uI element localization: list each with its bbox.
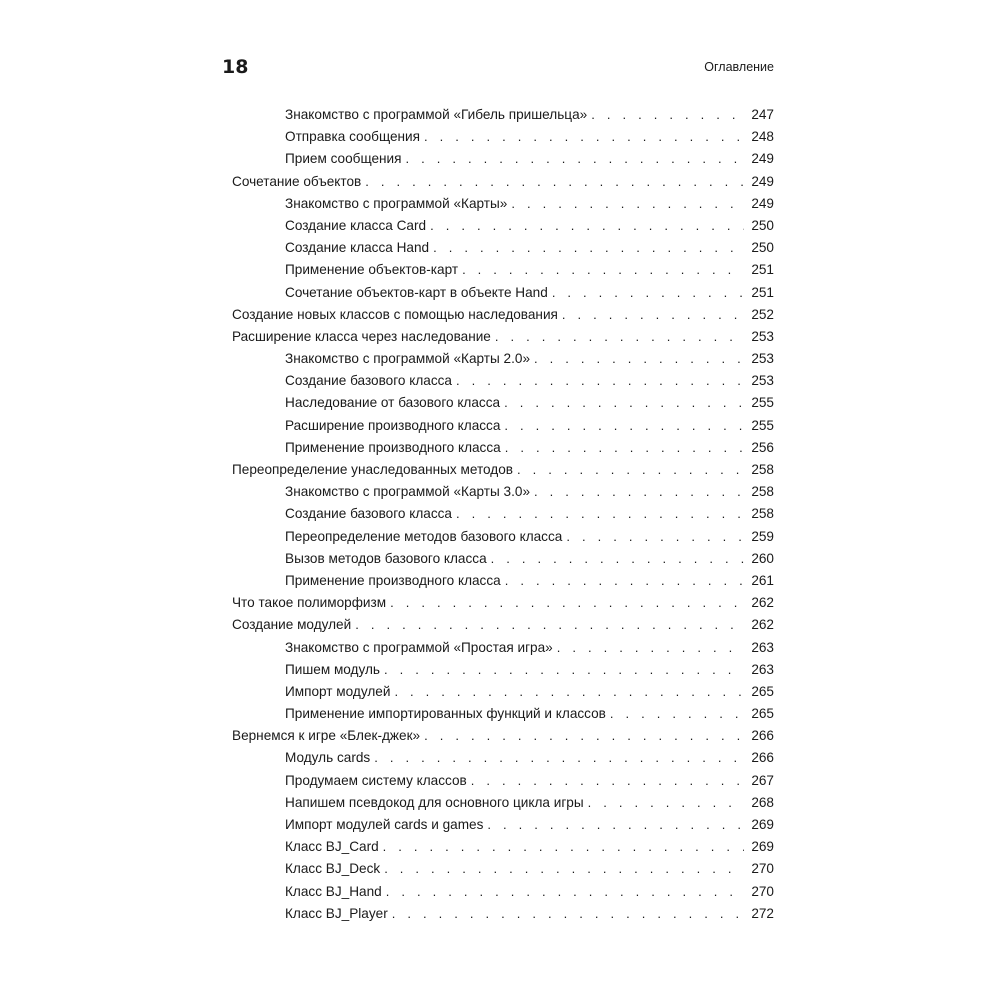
toc-entry-title: Создание базового класса [285,373,452,389]
toc-entry-title: Создание класса Hand [285,240,430,256]
toc-entry-page: 250 [751,217,774,233]
toc-subsection-entry [232,681,774,703]
toc-subsection-entry [232,792,774,814]
toc-subsection-entry [232,858,774,880]
dot-leader [511,193,744,215]
dot-leader [517,459,744,481]
toc-subsection-entry [232,659,774,681]
toc-entry-page: 269 [751,817,774,832]
toc-subsection-entry [232,503,774,525]
toc-entry-title: Класс BJ_Deck [285,861,381,877]
dot-leader [588,792,744,814]
toc-subsection-entry [232,215,774,237]
toc-entry-title: Создание модулей [232,617,352,633]
toc-subsection-entry [232,237,774,259]
toc-entry-title: Класс BJ_Card [285,839,379,855]
toc-section-entry [232,459,774,481]
toc-entry-page: 258 [751,506,774,522]
toc-entry-page: 255 [751,395,774,411]
toc-subsection-entry [232,637,774,659]
dot-leader [392,903,744,925]
toc-entry-title: Что такое полиморфизм [232,595,387,611]
toc-entry-title: Импорт модулей cards и games [285,817,484,832]
toc-section-entry [232,725,774,747]
toc-section-entry [232,304,774,326]
dot-leader [456,503,744,525]
toc-entry-title: Сочетание объектов-карт в объекте Hand [285,284,548,300]
toc-entry-page: 258 [751,484,774,500]
dot-leader [610,703,744,725]
dot-leader [552,282,744,304]
toc-entry-page: 269 [751,839,774,855]
toc-entry-page: 266 [751,750,774,766]
toc-subsection-entry [232,370,774,392]
dot-leader [505,437,744,459]
toc-subsection-entry [232,903,774,925]
toc-entry-page: 263 [751,639,774,655]
dot-leader [566,526,744,548]
toc-entry-page: 251 [751,262,774,278]
dot-leader [383,836,744,858]
dot-leader [365,171,744,193]
toc-entry-title: Класс BJ_Player [285,905,388,921]
toc-subsection-entry [232,747,774,769]
toc-entry-title: Переопределение унаследованных методов [232,462,514,477]
dot-leader [355,614,744,636]
toc-entry-title: Создание класса Card [285,217,427,233]
toc-section-entry [232,171,774,193]
toc-subsection-entry [232,437,774,459]
toc-subsection-entry [232,770,774,792]
toc-entry-title: Напишем псевдокод для основного цикла игры [285,794,584,810]
toc-entry-title: Знакомство с программой «Карты» [285,195,508,211]
dot-leader [562,304,744,326]
toc-entry-title: Создание базового класса [285,506,452,522]
dot-leader [491,548,744,570]
toc-entry-title: Расширение класса через наследование [232,328,491,344]
toc-entry-title: Знакомство с программой «Простая игра» [285,639,553,655]
toc-entry-title: Класс BJ_Hand [285,883,382,899]
toc-entry-title: Продумаем систему классов [285,772,467,788]
dot-leader [534,481,744,503]
toc-entry-page: 265 [751,706,774,722]
toc-subsection-entry [232,348,774,370]
toc-entry-page: 259 [751,528,774,544]
dot-leader [390,592,744,614]
toc-entry-title: Сочетание объектов [232,173,362,189]
dot-leader [504,392,744,414]
toc-entry-page: 258 [751,462,774,477]
page-header [222,56,774,82]
toc-entry-title: Отправка сообщения [285,129,420,145]
dot-leader [374,747,744,769]
dot-leader [487,814,744,836]
toc-entry-title: Знакомство с программой «Гибель пришельца» [285,107,588,122]
toc-subsection-entry [232,282,774,304]
toc-entry-title: Применение импортированных функций и классов [285,706,606,722]
toc-entry-page: 272 [751,905,774,921]
toc-entry-page: 249 [751,195,774,211]
toc-entry-page: 262 [751,617,774,633]
dot-leader [394,681,744,703]
toc-subsection-entry [232,104,774,126]
dot-leader [505,570,744,592]
dot-leader [591,104,744,126]
toc-entry-page: 262 [751,595,774,611]
toc-subsection-entry [232,814,774,836]
dot-leader [424,725,744,747]
dot-leader [424,126,744,148]
dot-leader [557,637,744,659]
dot-leader [406,148,744,170]
toc-entry-title: Знакомство с программой «Карты 3.0» [285,484,530,500]
toc-entry-page: 253 [751,351,774,367]
toc-entry-page: 253 [751,328,774,344]
toc-subsection-entry [232,392,774,414]
toc-entry-page: 248 [751,129,774,145]
toc-entry-page: 260 [751,550,774,566]
dot-leader [462,259,744,281]
dot-leader [430,215,744,237]
toc-entry-page: 267 [751,772,774,788]
toc-entry-page: 265 [751,683,774,699]
toc-subsection-entry [232,415,774,437]
toc-subsection-entry [232,481,774,503]
dot-leader [456,370,744,392]
toc-entry-page: 256 [751,439,774,455]
toc-entry-title: Вызов методов базового класса [285,550,487,566]
toc-section-entry [232,614,774,636]
toc-entry-title: Переопределение методов базового класса [285,528,563,544]
toc-subsection-entry [232,193,774,215]
dot-leader [471,770,744,792]
toc-entry-title: Применение производного класса [285,572,501,588]
toc-entry-title: Применение производного класса [285,439,501,455]
running-title: Оглавление [704,60,774,74]
toc-entry-page: 249 [751,151,774,167]
page-number: 18 [222,56,249,78]
toc-entry-page: 253 [751,373,774,389]
toc-entry-page: 261 [751,572,774,588]
toc-entry-page: 247 [751,107,774,122]
toc-entry-page: 255 [751,417,774,433]
toc-entry-title: Импорт модулей [285,683,391,699]
toc-subsection-entry [232,259,774,281]
table-of-contents [232,104,774,925]
toc-subsection-entry [232,526,774,548]
toc-entry-title: Наследование от базового класса [285,395,501,411]
toc-subsection-entry [232,126,774,148]
toc-entry-title: Вернемся к игре «Блек-джек» [232,728,421,744]
toc-entry-page: 266 [751,728,774,744]
toc-entry-page: 252 [751,306,774,322]
toc-subsection-entry [232,703,774,725]
toc-section-entry [232,326,774,348]
dot-leader [433,237,744,259]
toc-entry-page: 270 [751,861,774,877]
toc-entry-title: Применение объектов-карт [285,262,459,278]
toc-subsection-entry [232,881,774,903]
toc-entry-page: 268 [751,794,774,810]
toc-entry-page: 250 [751,240,774,256]
toc-subsection-entry [232,548,774,570]
toc-entry-page: 251 [751,284,774,300]
toc-entry-title: Расширение производного класса [285,417,501,433]
dot-leader [384,659,744,681]
toc-entry-title: Создание новых классов с помощью наследования [232,306,558,322]
toc-entry-page: 249 [751,173,774,189]
toc-entry-title: Знакомство с программой «Карты 2.0» [285,351,530,367]
toc-entry-title: Пишем модуль [285,661,381,677]
toc-entry-page: 270 [751,883,774,899]
dot-leader [384,858,744,880]
dot-leader [504,415,744,437]
toc-subsection-entry [232,570,774,592]
toc-section-entry [232,592,774,614]
toc-entry-title: Прием сообщения [285,151,402,167]
toc-entry-title: Модуль cards [285,750,371,766]
toc-subsection-entry [232,836,774,858]
dot-leader [386,881,744,903]
toc-subsection-entry [232,148,774,170]
toc-entry-page: 263 [751,661,774,677]
dot-leader [495,326,744,348]
dot-leader [534,348,744,370]
